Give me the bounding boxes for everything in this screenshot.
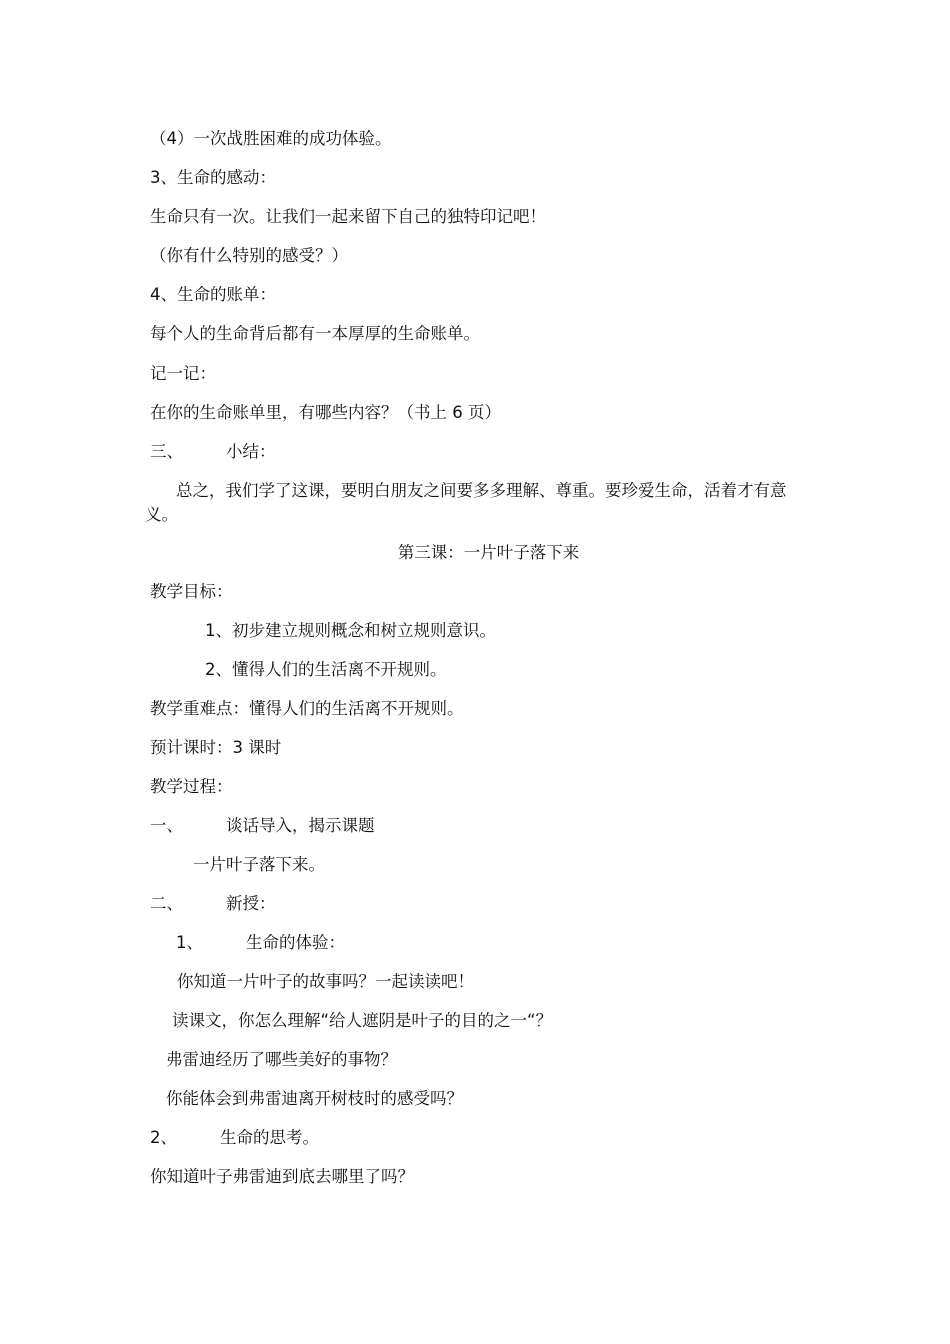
section-heading: 谈话导入，揭示课题 <box>226 816 375 835</box>
text-line: 读课文，你怎么理解“给人遮阴是叶子的目的之一“？ <box>172 1011 553 1030</box>
text-line: 在你的生命账单里，有哪些内容？（书上 6 页） <box>150 403 501 422</box>
section-heading: 小结： <box>226 442 276 461</box>
text-line: 每个人的生命背后都有一本厚厚的生命账单。 <box>150 324 480 343</box>
item-number: 1、 <box>176 933 203 952</box>
text-line: 2、懂得人们的生活离不开规则。 <box>205 660 447 679</box>
text-line: （4）一次战胜困难的成功体验。 <box>150 129 392 148</box>
text-line: 弗雷迪经历了哪些美好的事物？ <box>166 1050 397 1069</box>
text-line: 你能体会到弗雷迪离开树枝时的感受吗？ <box>166 1089 463 1108</box>
text-line: 你知道一片叶子的故事吗？一起读读吧！ <box>177 972 474 991</box>
item-number: 2、 <box>150 1128 177 1147</box>
item-heading: 生命的体验： <box>246 933 345 952</box>
summary-paragraph: 总之，我们学了这课，要明白朋友之间要多多理解、尊重。要珍爱生命，活着才有意义。 <box>145 481 787 524</box>
text-line: 教学目标： <box>150 582 233 601</box>
item-heading: 生命的思考。 <box>220 1128 319 1147</box>
text-line: 你知道叶子弗雷迪到底去哪里了吗？ <box>150 1167 414 1186</box>
text-line: 教学过程： <box>150 777 233 796</box>
text-line: 预计课时：3 课时 <box>150 738 282 757</box>
text-line: 一片叶子落下来。 <box>193 855 325 874</box>
text-line: 3、生命的感动： <box>150 168 276 187</box>
text-line: （你有什么特别的感受？） <box>150 246 348 265</box>
section-number: 一、 <box>150 816 183 835</box>
section-number: 三、 <box>150 442 183 461</box>
text-line: 生命只有一次。让我们一起来留下自己的独特印记吧！ <box>150 207 546 226</box>
text-line: 记一记： <box>150 364 216 383</box>
section-number: 二、 <box>150 894 183 913</box>
text-line: 1、初步建立规则概念和树立规则意识。 <box>205 621 496 640</box>
text-line: 教学重难点：懂得人们的生活离不开规则。 <box>150 699 464 718</box>
section-heading: 新授： <box>226 894 276 913</box>
lesson-title: 第三课：一片叶子落下来 <box>397 543 580 562</box>
text-line: 4、生命的账单： <box>150 285 276 304</box>
